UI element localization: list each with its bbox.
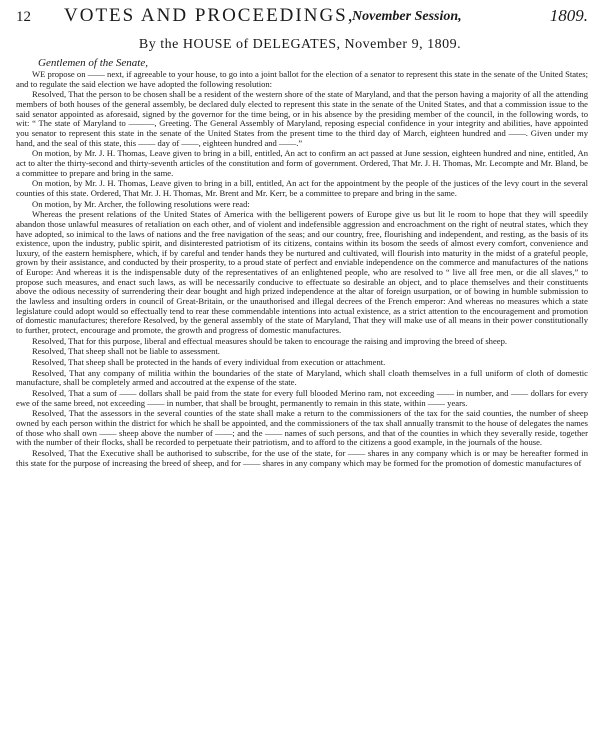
byline: By the HOUSE of DELEGATES, November 9, 1809. — [138, 37, 462, 52]
paragraph: Resolved, That for this purpose, liberal and effectual measures should be taken to encourage the raising and improving the breed of sheep. — [32, 335, 508, 346]
paragraph: On motion, by Mr. Archer, the following resolutions were read: — [32, 198, 250, 209]
paragraph: Resolved, That sheep shall be protected in the hands of every individual from execution or attachment. — [32, 357, 386, 368]
paragraph: On motion, by Mr. J. H. Thomas, Leave given to bring in a bill, entitled, An act for the appointment by the people of the justices of the levy court in the several counties of this state. Ordered, That Mr. J. H. Thomas, Mr. Brent and Mr. Kerr, be a committee to prepare and bring in the same. — [16, 178, 588, 198]
page-header — [16, 5, 588, 29]
session-label: November Session, — [352, 9, 462, 24]
running-title: VOTES AND PROCEEDINGS, — [64, 5, 355, 26]
paragraph: Resolved, That the assessors in the several counties of the state shall make a return to the commissioners of the tax for the said counties, the number of sheep owned by each person within the district for which he shall be appointed, and the commissioners of the tax shall annually transmit to the house of delegates the names of those who shall own —— sheep above the number of ——; and the —— names of such persons, and that of the counties in which they severally reside, together with the number of their flocks, shall be recorded to perpetuate their patriotism, and to afford to the citizens a good example, in the journals of the house. — [16, 408, 588, 448]
year-label: 1809. — [549, 6, 588, 25]
salutation: Gentlemen of the Senate, — [38, 57, 148, 69]
paragraph: Resolved, That any company of militia within the boundaries of the state of Maryland, which shall cloath themselves in a full uniform of cloth of domestic manufacture, shall be completely armed and accoutred at the expense of the state. — [16, 367, 588, 388]
paragraph: Resolved, That sheep shall not be liable to assessment. — [32, 346, 220, 357]
page-number: 12 — [16, 9, 31, 25]
paragraph: Whereas the present relations of the United States of America with the belligerent powers of Europe give us but lit le room to hope that they will speedily abandon those unlawful measures of retaliation on each other, and of violent and indefensible aggression and encroachment on the right of neutral states, which they have adopted, so inimical to the laws of nations and the free navigation of the seas; and our country, free, flourishing and independent, and resting, as the basis of its existence, upon the industry, public spirit, and disinterested patriotism of its citizens, contains within its bosom the seeds of almost every comfort, convenience and luxury, of the eastern hemisphere, which, if by careful and tender hands they be nurtured and cultivated, will flourish into maturity in the midst of a grateful people, grown by their assistance, and conducted by their prosperity, to a proud state of perfect and enviable independence on the commerce and manufactures of the nations of Europe: And whereas it is the indispensable duty of the representatives of an enlightened people, who are resolved to “ live all free men, or die all slaves,” to propose such measures, and enact such laws, as will be necessarily conducive to effectuate so desirable an object, and to place themselves and their constituents above the odious necessity of surrendering their dear bought and high prized independence at the altar of foreign usurpation, or of bowing in humble submission to the lawless and insulting orders in council of Great-Britain, or the unauthorised and illegal decrees of the French emperor: And whereas no measures which a state legislature could adopt would so effectually tend to rear these commendable intentions into actual existence, as a strict attention to the encouragement and promotion of domestic manufactures; therefore Resolved, by the general assembly of the state of Maryland, That they will make use of all means in their power constitutionally to further, protect, encourage and promote, the growth and progress of domestic manufactures. — [16, 209, 588, 336]
body-text — [16, 70, 588, 469]
paragraph: Resolved, That the person to be chosen shall be a resident of the western shore of the state of Maryland, and that the person having a majority of all the attending members of both houses of the general assembly, be declared duly elected to represent this state in the senate of the United States, and that a commission issue to the said senator appointed as aforesaid, signed by the governor for the time being, or in his absence by the presiding member of the council, in the following words, to wit: “ The state of Maryland to ———, Greeting. The General Assembly of Maryland, reposing especial confidence in your integrity and abilities, have appointed you senator to represent this state in the senate of the United States from the present time to the third day of March, eighteen hundred and ——. Given under my hand, and the seal of this state, this —— day of ——, eighteen hundred and ——.” — [16, 89, 588, 148]
paragraph: Resolved, That the Executive shall be authorised to subscribe, for the use of the state, for —— shares in any company which is or may be hereafter formed in this state for the purpose of increasing the breed of sheep, and for —— shares in any company which may be formed for the promotion of domestic manufactures of — [16, 447, 588, 468]
paragraph: Resolved, That a sum of —— dollars shall be paid from the state for every full blooded Merino ram, not exceeding —— in number, and —— dollars for every ewe of the same breed, not exceeding —— in number, that shall be brought, permanently to remain in this state, within —— years. — [16, 388, 588, 408]
paragraph: On motion, by Mr. J. H. Thomas, Leave given to bring in a bill, entitled, An act to confirm an act passed at June session, eighteen hundred and nine, entitled, An act to alter the thirty-second and thirty-seventh articles of the constitution and form of government. Ordered, That Mr. J. H. Thomas, Mr. Lecompte and Mr. Bland, be a committee to prepare and bring in the same. — [16, 148, 588, 178]
paragraph: WE propose on —— next, if agreeable to your house, to go into a joint ballot for the election of a senator to represent this state in the senate of the United States; and to regulate the said election we have adopted the following resolution: — [16, 69, 588, 89]
